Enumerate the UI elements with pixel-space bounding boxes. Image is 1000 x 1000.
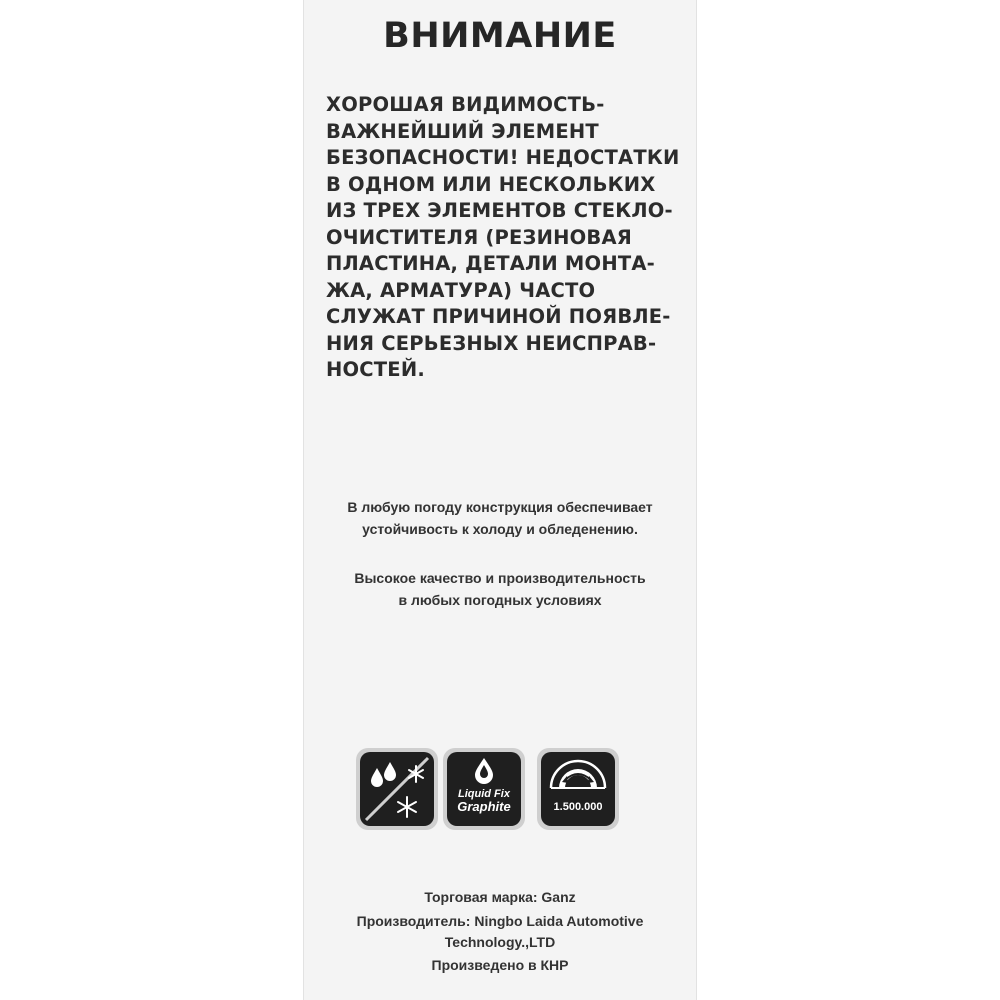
rain-snow-icon <box>356 748 438 830</box>
feature-quality <box>303 567 697 611</box>
liquid-fix-label: Liquid Fix <box>458 788 510 800</box>
graphite-label: Graphite <box>457 799 511 814</box>
brand-line: Торговая марка: Ganz <box>424 889 576 905</box>
feature-line: Высокое качество и производительность <box>354 570 646 586</box>
package-panel <box>303 0 697 1000</box>
feature-line: устойчивость к холоду и обледенению. <box>362 521 638 537</box>
origin-line: Произведено в КНР <box>431 957 569 973</box>
warning-line: ПЛАСТИНА, ДЕТАЛИ МОНТА- <box>326 252 655 275</box>
warning-line: ЖА, АРМАТУРА) ЧАСТО <box>326 278 596 302</box>
warning-line: БЕЗОПАСНОСТИ! НЕДОСТАТКИ <box>326 146 680 169</box>
feature-weather-resistance <box>303 496 697 540</box>
warning-line: СЛУЖАТ ПРИЧИНОЙ ПОЯВЛЕ- <box>326 305 671 328</box>
manufacturer-line: Technology.,LTD <box>444 934 556 950</box>
manufacturer-block <box>303 911 697 953</box>
warning-line: ОЧИСТИТЕЛЯ (РЕЗИНОВАЯ <box>326 225 632 249</box>
feature-line: в любых погодных условиях <box>398 592 602 608</box>
warning-text <box>326 92 686 384</box>
manufacturer-line: Производитель: Ningbo Laida Automotive <box>356 913 644 929</box>
warning-line: НИЯ СЕРЬЕЗНЫХ НЕИСПРАВ- <box>326 331 657 355</box>
warning-line: НОСТЕЙ. <box>326 358 425 381</box>
feature-line: В любую погоду конструкция обеспечивает <box>347 499 653 515</box>
liquid-fix-graphite-icon <box>443 748 525 830</box>
wiper-cycles-icon <box>537 748 619 830</box>
warning-line: ХОРОШАЯ ВИДИМОСТЬ- <box>326 93 605 116</box>
warning-line: В ОДНОМ ИЛИ НЕСКОЛЬКИХ <box>326 172 656 196</box>
warning-line: ИЗ ТРЕХ ЭЛЕМЕНТОВ СТЕКЛО- <box>326 199 673 222</box>
page-title: ВНИМАНИЕ <box>383 16 617 56</box>
wiper-cycles-label: 1.500.000 <box>553 801 603 813</box>
warning-line: ВАЖНЕЙШИЙ ЭЛЕМЕНТ <box>326 119 599 143</box>
